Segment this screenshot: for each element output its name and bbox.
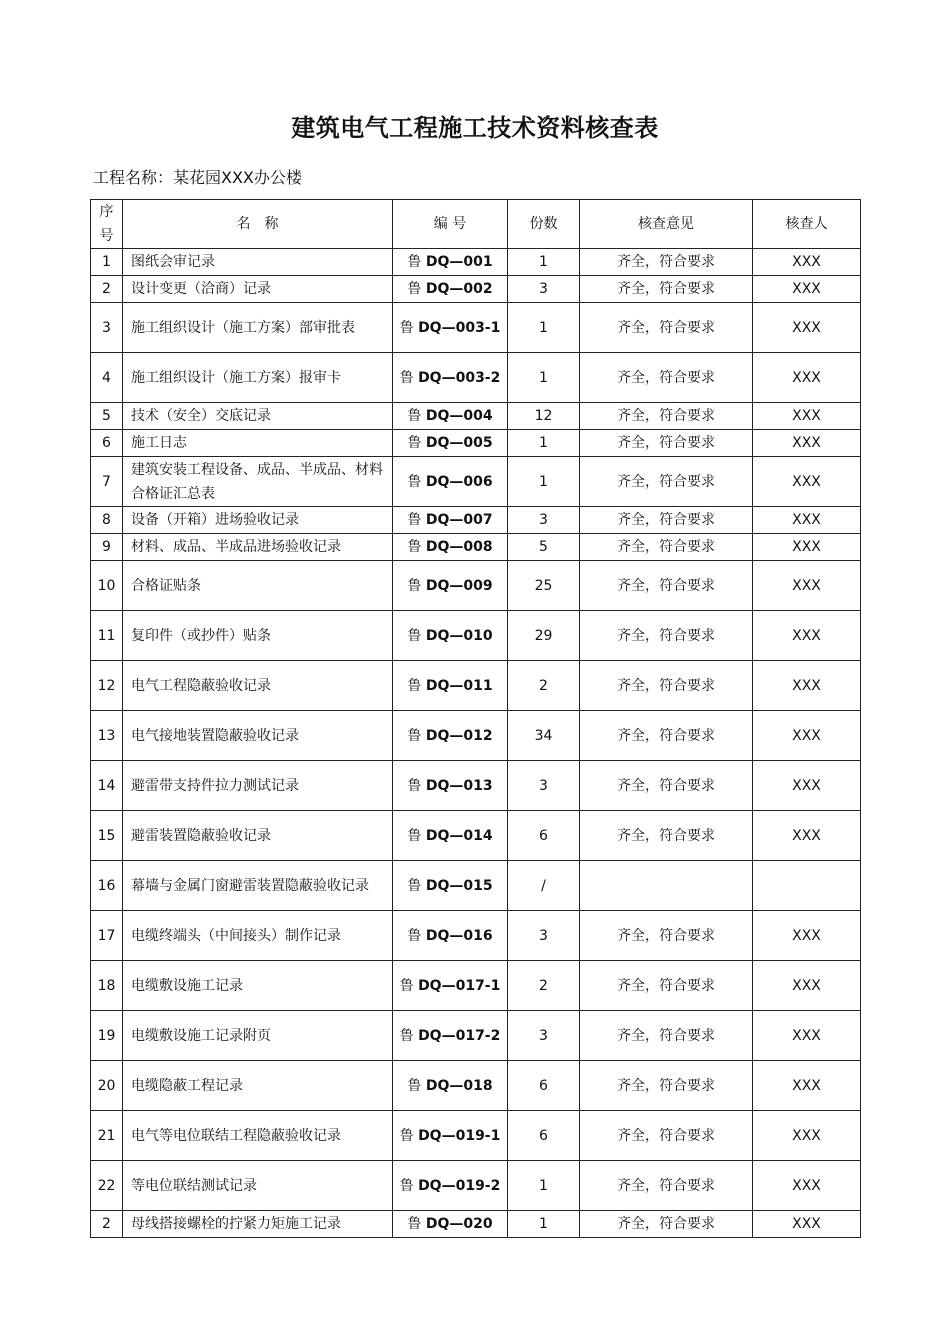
row-name: 避雷带支持件拉力测试记录: [123, 761, 393, 811]
row-code-prefix: 鲁: [399, 1127, 414, 1144]
row-code-prefix: 鲁: [399, 319, 414, 336]
row-checker: XXX: [753, 561, 861, 611]
row-checker: XXX: [753, 1011, 861, 1061]
row-code: [393, 303, 508, 353]
row-seq: 10: [91, 561, 123, 611]
row-name: 施工组织设计（施工方案）报审卡: [123, 353, 393, 403]
row-checker: XXX: [753, 303, 861, 353]
row-copies: 1: [508, 249, 580, 276]
row-opinion: 齐全，符合要求: [580, 276, 753, 303]
row-seq: 21: [91, 1111, 123, 1161]
row-code-number: DQ—010: [425, 627, 493, 644]
row-code-number: DQ—017-1: [418, 977, 501, 994]
row-opinion: 齐全，符合要求: [580, 1061, 753, 1111]
row-code: [393, 561, 508, 611]
row-code-prefix: 鲁: [407, 927, 422, 944]
row-code-prefix: 鲁: [407, 1216, 422, 1232]
row-name: 避雷装置隐蔽验收记录: [123, 811, 393, 861]
row-code-prefix: 鲁: [407, 727, 422, 744]
row-opinion: 齐全，符合要求: [580, 711, 753, 761]
row-checker: XXX: [753, 353, 861, 403]
table-row: [91, 249, 861, 276]
row-seq: 17: [91, 911, 123, 961]
row-code: [393, 911, 508, 961]
row-code-number: DQ—014: [425, 827, 493, 844]
row-code: [393, 761, 508, 811]
project-name: 工程名称：某花园XXX办公楼: [93, 168, 302, 187]
row-checker: [753, 861, 861, 911]
row-code-prefix: 鲁: [407, 512, 422, 528]
row-opinion: 齐全，符合要求: [580, 507, 753, 534]
table-row: [91, 457, 861, 507]
row-checker: XXX: [753, 1111, 861, 1161]
table-row: [91, 303, 861, 353]
row-checker: XXX: [753, 534, 861, 561]
row-copies: 3: [508, 1011, 580, 1061]
row-code-number: DQ—012: [425, 727, 493, 744]
row-name: 幕墙与金属门窗避雷装置隐蔽验收记录: [123, 861, 393, 911]
table-row: [91, 961, 861, 1011]
row-code: [393, 534, 508, 561]
table-row: [91, 276, 861, 303]
row-checker: XXX: [753, 249, 861, 276]
row-name: 设计变更（洽商）记录: [123, 276, 393, 303]
table-row: [91, 661, 861, 711]
row-code-prefix: 鲁: [407, 1077, 422, 1094]
row-code: [393, 1211, 508, 1238]
row-seq: 22: [91, 1161, 123, 1211]
row-code-number: DQ—003-1: [418, 319, 501, 336]
row-seq: 3: [91, 303, 123, 353]
row-copies: /: [508, 861, 580, 911]
row-name: 复印件（或抄件）贴条: [123, 611, 393, 661]
row-seq: 20: [91, 1061, 123, 1111]
row-seq: 6: [91, 430, 123, 457]
row-copies: 25: [508, 561, 580, 611]
row-copies: 1: [508, 1161, 580, 1211]
row-name: 图纸会审记录: [123, 249, 393, 276]
row-code: [393, 1061, 508, 1111]
row-code-prefix: 鲁: [399, 1027, 414, 1044]
row-name: 建筑安装工程设备、成品、半成品、材料合格证汇总表: [123, 457, 393, 507]
table-row: [91, 611, 861, 661]
row-code-prefix: 鲁: [407, 627, 422, 644]
row-name: 电缆终端头（中间接头）制作记录: [123, 911, 393, 961]
header-copies: 份数: [508, 200, 580, 249]
header-seq: 序号: [91, 200, 123, 249]
row-name: 电缆敷设施工记录: [123, 961, 393, 1011]
row-copies: 3: [508, 276, 580, 303]
row-name: 施工组织设计（施工方案）部审批表: [123, 303, 393, 353]
row-name: 技术（安全）交底记录: [123, 403, 393, 430]
row-checker: XXX: [753, 961, 861, 1011]
row-opinion: 齐全，符合要求: [580, 457, 753, 507]
row-checker: XXX: [753, 611, 861, 661]
row-opinion: 齐全，符合要求: [580, 811, 753, 861]
row-name: 等电位联结测试记录: [123, 1161, 393, 1211]
table-row: [91, 1161, 861, 1211]
row-name: 电气接地装置隐蔽验收记录: [123, 711, 393, 761]
table-row: [91, 430, 861, 457]
row-name: 设备（开箱）进场验收记录: [123, 507, 393, 534]
row-name: 电气等电位联结工程隐蔽验收记录: [123, 1111, 393, 1161]
row-seq: 15: [91, 811, 123, 861]
table-header-row: [91, 200, 861, 249]
row-code-number: DQ—002: [425, 281, 493, 297]
row-checker: XXX: [753, 403, 861, 430]
row-name: 电气工程隐蔽验收记录: [123, 661, 393, 711]
row-seq: 7: [91, 457, 123, 507]
row-opinion: 齐全，符合要求: [580, 661, 753, 711]
row-copies: 6: [508, 1111, 580, 1161]
row-opinion: 齐全，符合要求: [580, 1211, 753, 1238]
row-code-prefix: 鲁: [407, 435, 422, 451]
table-row: [91, 403, 861, 430]
row-code-prefix: 鲁: [407, 877, 422, 894]
table-row: [91, 561, 861, 611]
row-copies: 2: [508, 961, 580, 1011]
row-opinion: 齐全，符合要求: [580, 353, 753, 403]
row-checker: XXX: [753, 507, 861, 534]
row-opinion: 齐全，符合要求: [580, 1111, 753, 1161]
table-row: [91, 761, 861, 811]
row-opinion: 齐全，符合要求: [580, 911, 753, 961]
row-opinion: 齐全，符合要求: [580, 303, 753, 353]
row-code-number: DQ—017-2: [418, 1027, 501, 1044]
row-opinion: 齐全，符合要求: [580, 430, 753, 457]
table-row: [91, 1111, 861, 1161]
table-row: [91, 711, 861, 761]
row-copies: 3: [508, 761, 580, 811]
row-name: 材料、成品、半成品进场验收记录: [123, 534, 393, 561]
row-code-prefix: 鲁: [399, 1177, 414, 1194]
row-checker: XXX: [753, 1211, 861, 1238]
row-checker: XXX: [753, 1061, 861, 1111]
header-code: 编 号: [393, 200, 508, 249]
row-copies: 1: [508, 457, 580, 507]
row-seq: 1: [91, 249, 123, 276]
table-row: [91, 534, 861, 561]
row-code-prefix: 鲁: [407, 473, 422, 490]
row-opinion: 齐全，符合要求: [580, 761, 753, 811]
row-copies: 5: [508, 534, 580, 561]
row-code: [393, 276, 508, 303]
row-code: [393, 403, 508, 430]
row-seq: 14: [91, 761, 123, 811]
row-seq: 4: [91, 353, 123, 403]
row-opinion: 齐全，符合要求: [580, 534, 753, 561]
row-seq: 8: [91, 507, 123, 534]
table-row: [91, 811, 861, 861]
row-seq: 9: [91, 534, 123, 561]
row-seq: 11: [91, 611, 123, 661]
row-seq: 12: [91, 661, 123, 711]
row-opinion: 齐全，符合要求: [580, 249, 753, 276]
table-row: [91, 911, 861, 961]
row-copies: 12: [508, 403, 580, 430]
row-copies: 3: [508, 911, 580, 961]
row-code-number: DQ—003-2: [418, 369, 501, 386]
row-name: 施工日志: [123, 430, 393, 457]
row-copies: 6: [508, 811, 580, 861]
row-copies: 1: [508, 303, 580, 353]
row-code-number: DQ—019-1: [418, 1127, 501, 1144]
row-copies: 1: [508, 430, 580, 457]
row-opinion: 齐全，符合要求: [580, 1011, 753, 1061]
row-checker: XXX: [753, 430, 861, 457]
row-code-number: DQ—009: [425, 577, 493, 594]
row-seq: 2: [91, 1211, 123, 1238]
row-copies: 3: [508, 507, 580, 534]
row-code: [393, 1111, 508, 1161]
row-code: [393, 1011, 508, 1061]
row-copies: 6: [508, 1061, 580, 1111]
row-opinion: 齐全，符合要求: [580, 403, 753, 430]
row-name: 合格证贴条: [123, 561, 393, 611]
row-checker: XXX: [753, 911, 861, 961]
row-code: [393, 661, 508, 711]
row-name: 电缆敷设施工记录附页: [123, 1011, 393, 1061]
row-name: 母线搭接螺栓的拧紧力矩施工记录: [123, 1211, 393, 1238]
row-code-prefix: 鲁: [399, 369, 414, 386]
table-row: [91, 1011, 861, 1061]
row-seq: 5: [91, 403, 123, 430]
row-code-number: DQ—020: [425, 1216, 493, 1232]
row-code-number: DQ—006: [425, 473, 493, 490]
row-copies: 29: [508, 611, 580, 661]
row-checker: XXX: [753, 761, 861, 811]
page-title: 建筑电气工程施工技术资料核查表: [291, 114, 659, 142]
row-code: [393, 430, 508, 457]
row-code-number: DQ—011: [425, 677, 493, 694]
header-checker: 核查人: [753, 200, 861, 249]
row-code-number: DQ—018: [425, 1077, 493, 1094]
row-code: [393, 457, 508, 507]
row-opinion: 齐全，符合要求: [580, 611, 753, 661]
row-seq: 19: [91, 1011, 123, 1061]
row-checker: XXX: [753, 1161, 861, 1211]
row-copies: 1: [508, 353, 580, 403]
row-checker: XXX: [753, 711, 861, 761]
row-seq: 13: [91, 711, 123, 761]
row-code: [393, 507, 508, 534]
row-code-prefix: 鲁: [407, 577, 422, 594]
inspection-table: [90, 199, 861, 1238]
row-opinion: 齐全，符合要求: [580, 961, 753, 1011]
row-copies: 2: [508, 661, 580, 711]
row-code-number: DQ—008: [425, 539, 493, 555]
row-checker: XXX: [753, 276, 861, 303]
row-code: [393, 711, 508, 761]
row-copies: 1: [508, 1211, 580, 1238]
row-opinion: 齐全，符合要求: [580, 561, 753, 611]
row-code: [393, 961, 508, 1011]
row-seq: 18: [91, 961, 123, 1011]
row-code-prefix: 鲁: [407, 777, 422, 794]
header-opinion: 核查意见: [580, 200, 753, 249]
row-code-number: DQ—007: [425, 512, 493, 528]
row-code: [393, 353, 508, 403]
row-code-prefix: 鲁: [407, 408, 422, 424]
row-code-prefix: 鲁: [399, 977, 414, 994]
row-seq: 2: [91, 276, 123, 303]
row-code-number: DQ—001: [425, 254, 493, 270]
row-checker: XXX: [753, 457, 861, 507]
row-code-prefix: 鲁: [407, 254, 422, 270]
row-name: 电缆隐蔽工程记录: [123, 1061, 393, 1111]
row-code-number: DQ—004: [425, 408, 493, 424]
row-code-prefix: 鲁: [407, 827, 422, 844]
table-row: [91, 353, 861, 403]
table-row: [91, 507, 861, 534]
row-checker: XXX: [753, 661, 861, 711]
row-code: [393, 811, 508, 861]
row-code: [393, 249, 508, 276]
table-row: [91, 861, 861, 911]
row-code: [393, 1161, 508, 1211]
row-code-number: DQ—013: [425, 777, 493, 794]
header-name: 名 称: [123, 200, 393, 249]
row-code-number: DQ—015: [425, 877, 493, 894]
row-seq: 16: [91, 861, 123, 911]
row-code-number: DQ—016: [425, 927, 493, 944]
row-opinion: [580, 861, 753, 911]
row-code-prefix: 鲁: [407, 281, 422, 297]
row-checker: XXX: [753, 811, 861, 861]
row-opinion: 齐全，符合要求: [580, 1161, 753, 1211]
table-row: [91, 1061, 861, 1111]
row-code-number: DQ—005: [425, 435, 493, 451]
row-code-number: DQ—019-2: [418, 1177, 501, 1194]
row-copies: 34: [508, 711, 580, 761]
row-code-prefix: 鲁: [407, 677, 422, 694]
row-code-prefix: 鲁: [407, 539, 422, 555]
row-code: [393, 861, 508, 911]
row-code: [393, 611, 508, 661]
table-row: [91, 1211, 861, 1238]
